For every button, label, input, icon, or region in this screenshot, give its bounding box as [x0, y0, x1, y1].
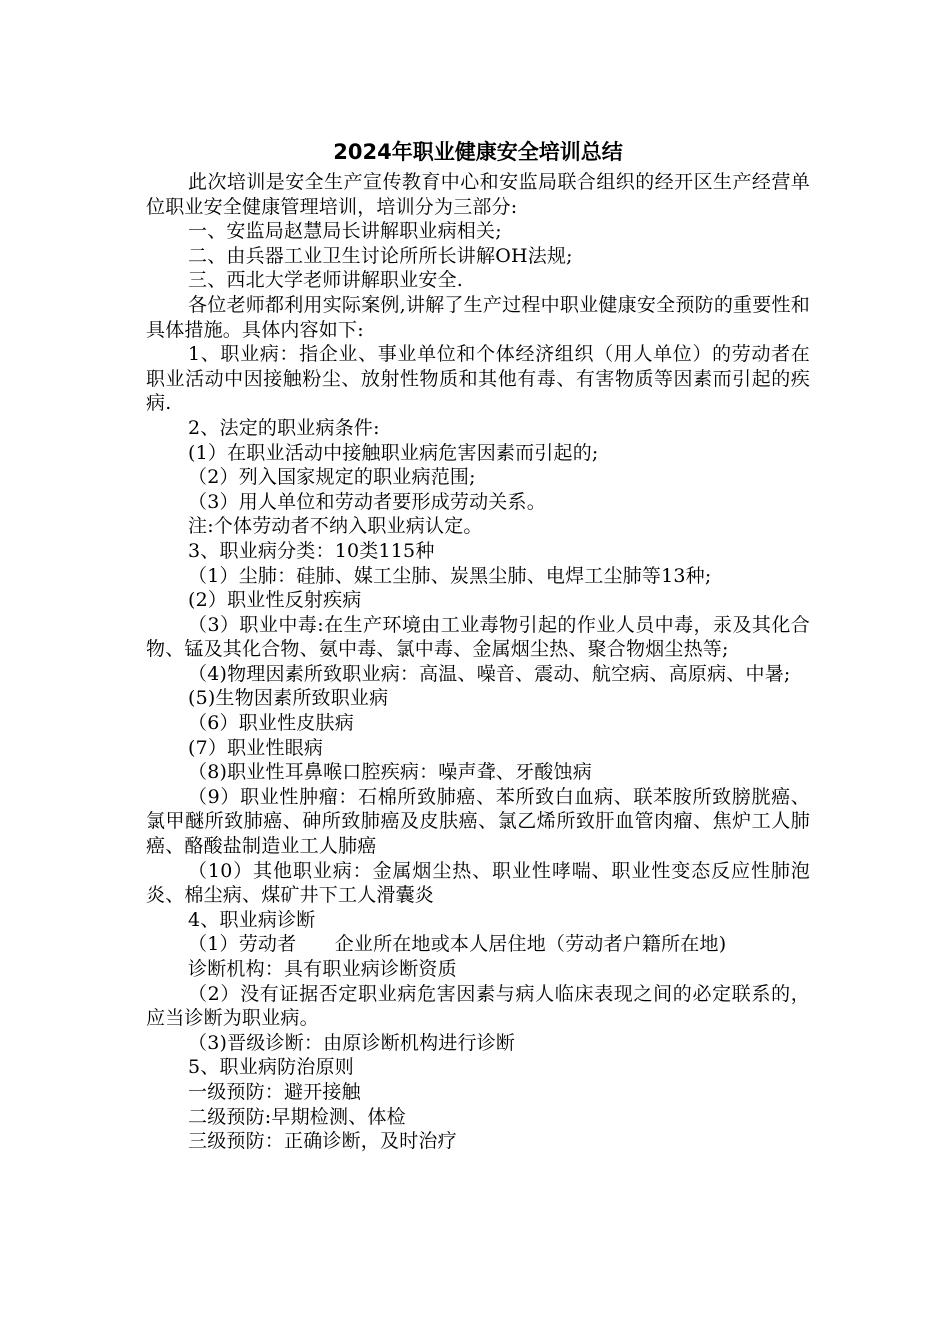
paragraph: （2）没有证据否定职业病危害因素与病人临床表现之间的必定联系的，应当诊断为职业病。	[146, 982, 810, 1030]
paragraph: （2）列入国家规定的职业病范围;	[188, 466, 476, 489]
paragraph: 二、由兵器工业卫生讨论所所长讲解OH法规;	[188, 244, 573, 267]
paragraph: （1）劳动者 企业所在地或本人居住地（劳动者户籍所在地)	[188, 933, 727, 956]
paragraph: 一、安监局赵慧局长讲解职业病相关;	[188, 220, 502, 243]
paragraph: （1）尘肺：硅肺、媒工尘肺、炭黑尘肺、电焊工尘肺等13种;	[188, 564, 712, 587]
paragraph: 注:个体劳动者不纳入职业病认定。	[188, 515, 483, 538]
paragraph: 2、法定的职业病条件:	[188, 416, 380, 439]
paragraph: (2）职业性反射疾病	[188, 589, 362, 612]
paragraph: （9）职业性肿瘤：石棉所致肺癌、苯所致白血病、联苯胺所致膀胱癌、氯甲醚所致肺癌、砷所致肺癌及皮肤癌、氯乙烯所致肝血管肉瘤、焦炉工人肺癌、酪酸盐制造业工人肺癌	[146, 785, 810, 858]
paragraph: 三、西北大学老师讲解职业安全.	[188, 269, 464, 292]
paragraph: （8)职业性耳鼻喉口腔疾病：噪声聋、牙酸蚀病	[188, 761, 592, 784]
paragraph: 各位老师都利用实际案例,讲解了生产过程中职业健康安全预防的重要性和具体措施。具体内容如下:	[146, 293, 810, 341]
paragraph: （6）职业性皮肤病	[188, 712, 354, 735]
paragraph: 二级预防:早期检测、体检	[188, 1105, 406, 1128]
paragraph: 此次培训是安全生产宣传教育中心和安监局联合组织的经开区生产经营单位职业安全健康管理培训，培训分为三部分:	[146, 171, 810, 218]
document-title: 2024年职业健康安全培训总结	[333, 140, 623, 164]
paragraph: (7）职业性眼病	[188, 736, 324, 759]
paragraph: （3）用人单位和劳动者要形成劳动关系。	[188, 490, 546, 513]
paragraph: （10）其他职业病：金属烟尘热、职业性哮喘、职业性变态反应性肺泡炎、棉尘病、煤矿井下工人滑囊炎	[146, 859, 810, 907]
paragraph: 三级预防：正确诊断，及时治疗	[188, 1130, 457, 1153]
paragraph: 1、职业病：指企业、事业单位和个体经济组织（用人单位）的劳动者在职业活动中因接触粉尘、放射性物质和其他有毒、有害物质等因素而引起的疾病.	[146, 343, 810, 415]
paragraph: （3）职业中毒:在生产环境由工业毒物引起的作业人员中毒，汞及其化合物、锰及其化合物、氨中毒、氯中毒、金属烟尘热、聚合物烟尘热等;	[146, 613, 810, 661]
paragraph: （3)晋级诊断：由原诊断机构进行诊断	[188, 1031, 516, 1054]
paragraph: (1）在职业活动中接触职业病危害因素而引起的;	[188, 441, 599, 464]
paragraph: 一级预防：避开接触	[188, 1080, 361, 1103]
document-page	[146, 134, 810, 1154]
paragraph: (5)生物因素所致职业病	[188, 687, 389, 710]
paragraph: 诊断机构：具有职业病诊断资质	[188, 958, 457, 980]
paragraph: 3、职业病分类：10类115种	[188, 539, 435, 562]
document-body	[146, 170, 810, 1154]
paragraph: （4)物理因素所致职业病：高温、噪音、震动、航空病、高原病、中暑;	[188, 662, 791, 685]
paragraph: 4、职业病诊断	[188, 908, 316, 931]
paragraph: 5、职业病防治原则	[188, 1056, 354, 1079]
